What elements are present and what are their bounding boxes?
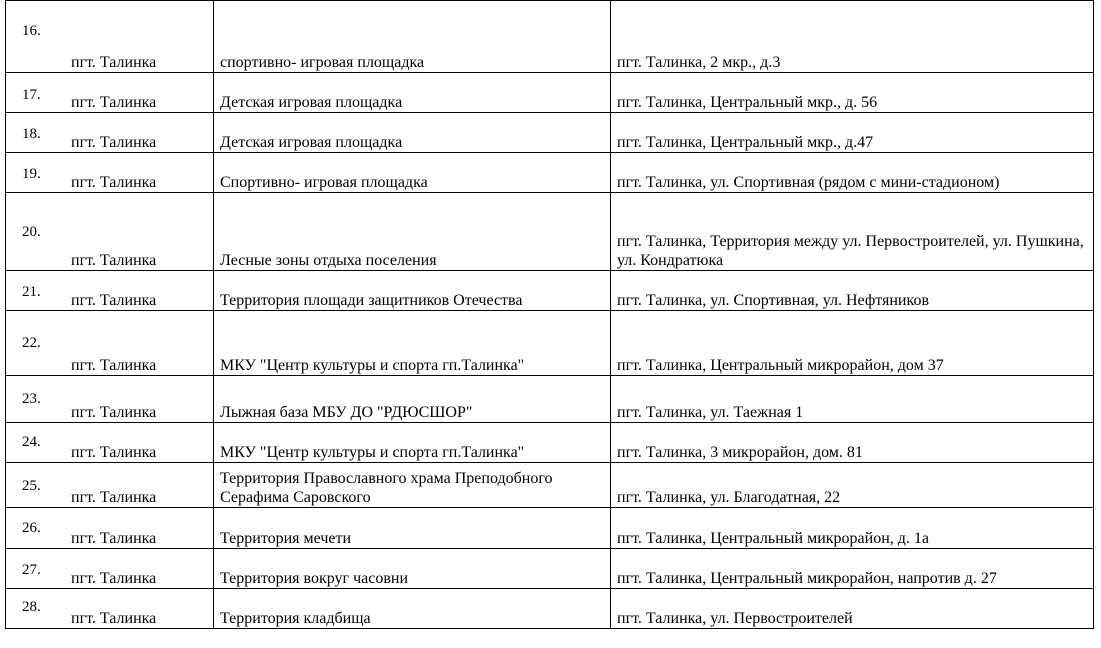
object-name: Территория вокруг часовни	[214, 549, 611, 589]
table-row	[6, 463, 1094, 508]
table-row	[6, 113, 1094, 153]
row-number-settlement-cell	[6, 1, 214, 73]
object-address: пгт. Талинка, Территория между ул. Первостроителей, ул. Пушкина, ул. Кондратюка	[611, 193, 1094, 271]
object-name: Территория Православного храма Преподобного Серафима Саровского	[214, 463, 611, 508]
object-address: пгт. Талинка, Центральный микрорайон, напротив д. 27	[611, 549, 1094, 589]
settlement-name: пгт. Талинка	[71, 54, 157, 71]
row-number: 17.	[22, 87, 41, 103]
settlement-name: пгт. Талинка	[71, 357, 157, 374]
object-address: пгт. Талинка, 3 микрорайон, дом. 81	[611, 423, 1094, 463]
table-row	[6, 311, 1094, 376]
row-number: 19.	[22, 166, 41, 182]
row-number-settlement-cell	[6, 549, 214, 589]
object-address: пгт. Талинка, Центральный мкр., д.47	[611, 113, 1094, 153]
object-address: пгт. Талинка, Центральный микрорайон, д. 1а	[611, 508, 1094, 549]
row-number: 21.	[22, 284, 41, 300]
table-row	[6, 271, 1094, 311]
settlement-name: пгт. Талинка	[71, 134, 157, 151]
table-row	[6, 73, 1094, 113]
row-number-settlement-cell	[6, 193, 214, 271]
row-number: 27.	[22, 562, 41, 578]
settlement-name: пгт. Талинка	[71, 610, 157, 627]
places-table	[5, 0, 1094, 629]
row-number: 23.	[22, 391, 41, 407]
row-number-settlement-cell	[6, 153, 214, 193]
settlement-name: пгт. Талинка	[71, 404, 157, 421]
row-number: 25.	[22, 478, 41, 494]
row-number: 26.	[22, 520, 41, 536]
table-row	[6, 549, 1094, 589]
settlement-name: пгт. Талинка	[71, 292, 157, 309]
settlement-name: пгт. Талинка	[71, 570, 157, 587]
object-name: Детская игровая площадка	[214, 73, 611, 113]
row-number: 20.	[22, 224, 41, 240]
object-address: пгт. Талинка, Центральный мкр., д. 56	[611, 73, 1094, 113]
object-name: МКУ "Центр культуры и спорта гп.Талинка"	[214, 311, 611, 376]
object-name: спортивно- игровая площадка	[214, 1, 611, 73]
row-number: 16.	[22, 23, 41, 39]
row-number-settlement-cell	[6, 311, 214, 376]
object-name: Территория кладбища	[214, 589, 611, 629]
settlement-name: пгт. Талинка	[71, 444, 157, 461]
table-row	[6, 153, 1094, 193]
object-address: пгт. Талинка, 2 мкр., д.3	[611, 1, 1094, 73]
object-name: Лыжная база МБУ ДО "РДЮСШОР"	[214, 376, 611, 423]
row-number-settlement-cell	[6, 463, 214, 508]
row-number: 18.	[22, 126, 41, 142]
table-body	[6, 1, 1094, 629]
object-name: Спортивно- игровая площадка	[214, 153, 611, 193]
row-number-settlement-cell	[6, 508, 214, 549]
row-number: 24.	[22, 434, 41, 450]
settlement-name: пгт. Талинка	[71, 530, 157, 547]
settlement-name: пгт. Талинка	[71, 174, 157, 191]
object-name: Территория мечети	[214, 508, 611, 549]
object-name: МКУ "Центр культуры и спорта гп.Талинка"	[214, 423, 611, 463]
row-number-settlement-cell	[6, 589, 214, 629]
object-name: Территория площади защитников Отечества	[214, 271, 611, 311]
object-address: пгт. Талинка, ул. Спортивная, ул. Нефтяников	[611, 271, 1094, 311]
row-number: 28.	[22, 599, 41, 615]
object-name: Лесные зоны отдыха поселения	[214, 193, 611, 271]
object-name: Детская игровая площадка	[214, 113, 611, 153]
table-row	[6, 376, 1094, 423]
row-number: 22.	[22, 335, 41, 351]
object-address: пгт. Талинка, Центральный микрорайон, дом 37	[611, 311, 1094, 376]
table-row	[6, 589, 1094, 629]
row-number-settlement-cell	[6, 376, 214, 423]
object-address: пгт. Талинка, ул. Спортивная (рядом с мини-стадионом)	[611, 153, 1094, 193]
settlement-name: пгт. Талинка	[71, 94, 157, 111]
row-number-settlement-cell	[6, 423, 214, 463]
object-address: пгт. Талинка, ул. Благодатная, 22	[611, 463, 1094, 508]
table-row	[6, 508, 1094, 549]
table-row	[6, 193, 1094, 271]
row-number-settlement-cell	[6, 271, 214, 311]
object-address: пгт. Талинка, ул. Первостроителей	[611, 589, 1094, 629]
settlement-name: пгт. Талинка	[71, 252, 157, 269]
object-address: пгт. Талинка, ул. Таежная 1	[611, 376, 1094, 423]
row-number-settlement-cell	[6, 113, 214, 153]
table-row	[6, 423, 1094, 463]
table-row	[6, 1, 1094, 73]
row-number-settlement-cell	[6, 73, 214, 113]
settlement-name: пгт. Талинка	[71, 489, 157, 506]
